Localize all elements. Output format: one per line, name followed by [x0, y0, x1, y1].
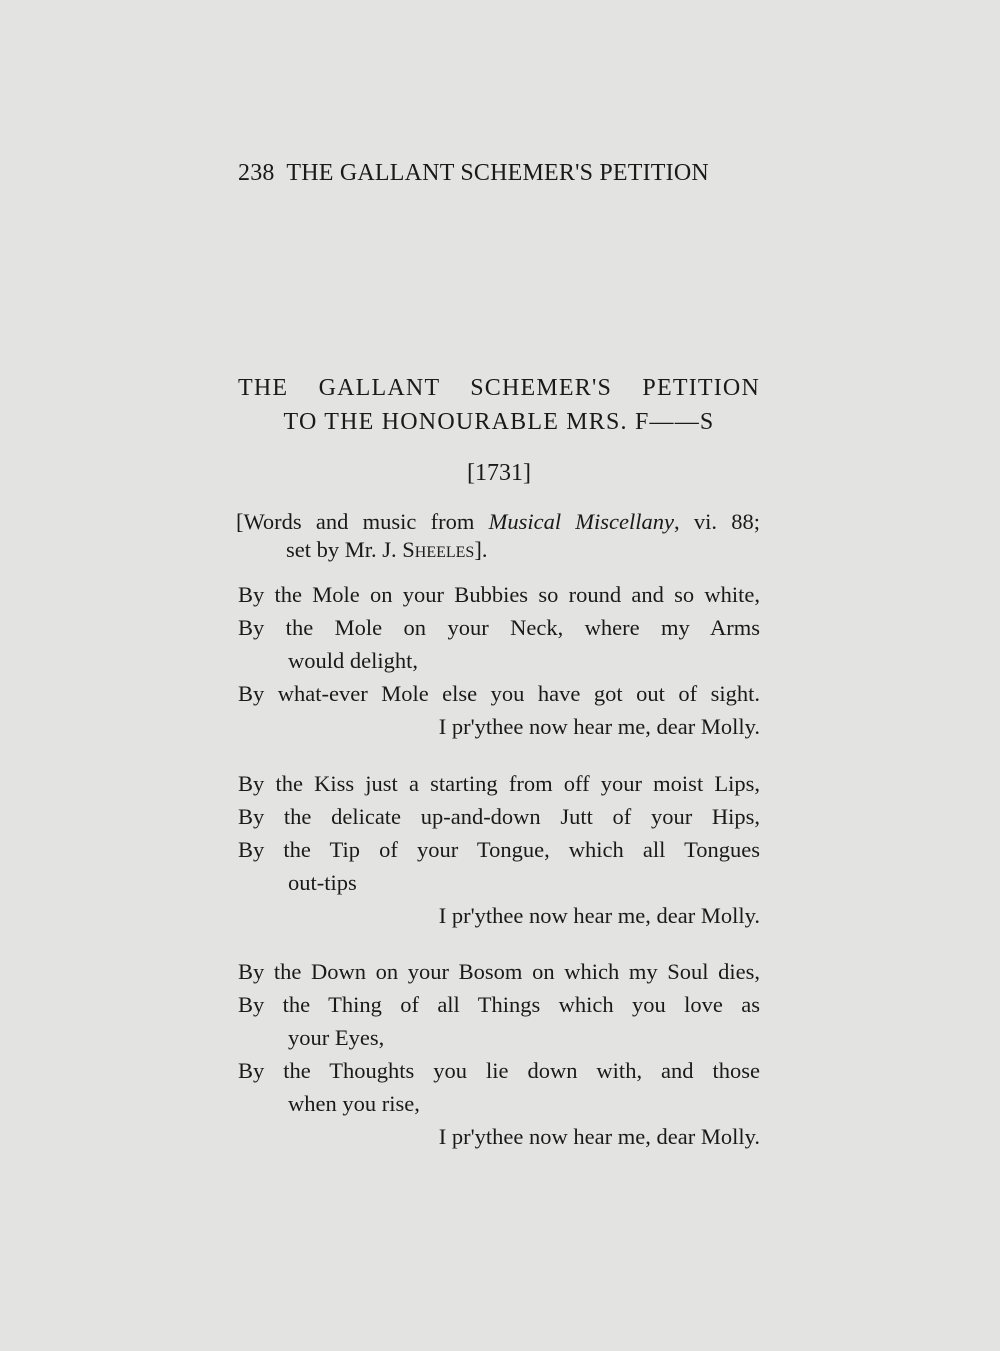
stanza-2 [238, 767, 760, 932]
verse-line: By the Mole on your Bubbies so round and so white, [238, 582, 760, 607]
source-title: Musical Miscellany [488, 509, 675, 534]
source-note-line2-suffix: ]. [474, 537, 488, 562]
stanza-1 [238, 578, 760, 743]
source-note-prefix: [Words and music from [236, 509, 489, 534]
verse-line: By the Thoughts you lie down with, and those [238, 1058, 760, 1083]
source-note-line2-prefix: set by Mr. J. [286, 537, 403, 562]
refrain-line: I pr'ythee now hear me, dear Molly. [438, 1124, 760, 1149]
page-number: 238 [238, 160, 275, 186]
verse-line: By the Thing of all Things which you love as [238, 992, 760, 1017]
poem-year: [1731] [467, 460, 531, 486]
verse-line: By what-ever Mole else you have got out of sight. [238, 681, 760, 706]
refrain-line: I pr'ythee now hear me, dear Molly. [438, 714, 760, 739]
source-note [236, 508, 760, 564]
verse-line-continuation: your Eyes, [288, 1025, 385, 1050]
poem-title-line-2: TO THE HONOURABLE MRS. F——S [283, 409, 715, 435]
verse-line-continuation: out-tips [288, 870, 357, 895]
verse-line-continuation: when you rise, [288, 1091, 420, 1116]
verse-line: By the Mole on your Neck, where my Arms [238, 615, 760, 640]
poem-title-line-1: THE GALLANT SCHEMER'S PETITION [238, 375, 760, 401]
verse-line: By the Kiss just a starting from off your moist Lips, [238, 771, 760, 796]
composer-name: Sheeles [402, 537, 475, 562]
verse-line: By the Down on your Bosom on which my Soul dies, [238, 959, 760, 984]
running-header-title: THE GALLANT SCHEMER'S PETITION [286, 160, 709, 186]
verse-line-continuation: would delight, [288, 648, 418, 673]
stanza-3 [238, 955, 760, 1153]
source-note-line-1 [236, 508, 760, 536]
source-note-line-2 [236, 536, 760, 564]
verse-line: By the Tip of your Tongue, which all Tongues [238, 837, 760, 862]
refrain-line: I pr'ythee now hear me, dear Molly. [438, 903, 760, 928]
running-header [238, 160, 760, 187]
verse-line: By the delicate up-and-down Jutt of your Hips, [238, 804, 760, 829]
source-note-suffix: , vi. 88; [674, 509, 760, 534]
